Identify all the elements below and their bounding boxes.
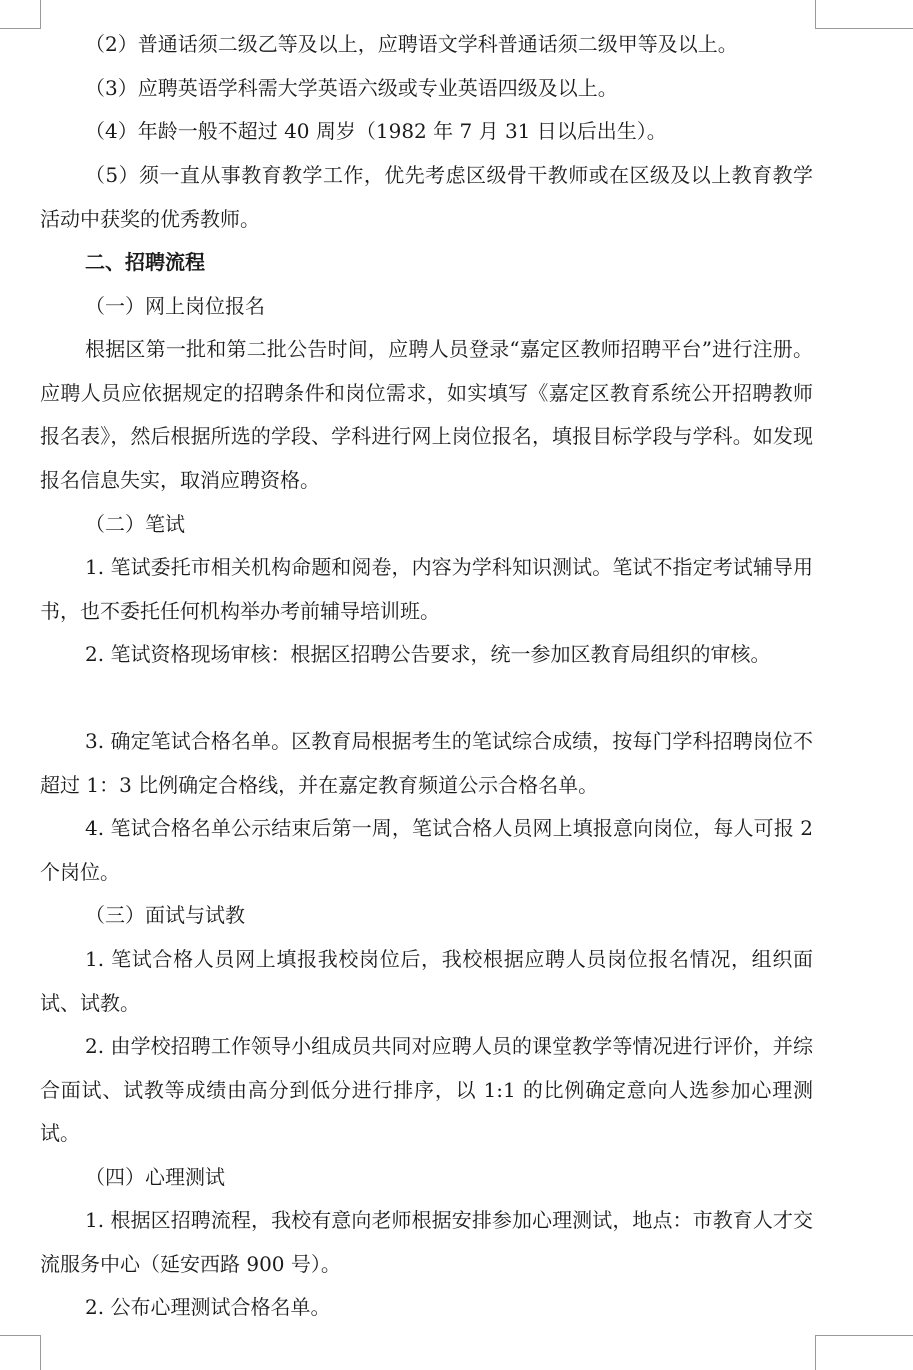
written-exam-item-2: 2. 笔试资格现场审核：根据区招聘公告要求，统一参加区教育局组织的审核。 — [85, 642, 771, 666]
written-exam-item-1: 1. 笔试委托市相关机构命题和阅卷，内容为学科知识测试。笔试不指定考试辅导用书，也不委托任何机构举办考前辅导培训班。 — [40, 555, 813, 623]
requirement-5: （5）须一直从事教育教学工作，优先考虑区级骨干教师或在区级及以上教育教学活动中获奖的优秀教师。 — [40, 163, 813, 231]
psych-test-item-2: 2. 公布心理测试合格名单。 — [85, 1295, 331, 1319]
subsection-written-exam: （二）笔试 — [85, 512, 185, 536]
requirement-2: （2）普通话须二级乙等及以上，应聘语文学科普通话须二级甲等及以上。 — [85, 32, 738, 56]
subsection-online-registration: （一）网上岗位报名 — [85, 294, 265, 318]
online-registration-body: 根据区第一批和第二批公告时间，应聘人员登录“嘉定区教师招聘平台”进行注册。应聘人员应依据规定的招聘条件和岗位需求，如实填写《嘉定区教育系统公开招聘教师报名表》，然后根据所选的学段、学科进行网上岗位报名，填报目标学段与学科。如发现报名信息失实，取消应聘资格。 — [40, 337, 813, 492]
page-corner-mark-top-right — [815, 0, 913, 29]
page-corner-mark-bottom-right — [815, 1335, 913, 1370]
interview-item-2: 2. 由学校招聘工作领导小组成员共同对应聘人员的课堂教学等情况进行评价，并综合面试、试教等成绩由高分到低分进行排序，以 1:1 的比例确定意向人选参加心理测试。 — [40, 1034, 813, 1145]
requirement-4: （4）年龄一般不超过 40 周岁（1982 年 7 月 31 日以后出生）。 — [85, 119, 667, 143]
interview-item-1: 1. 笔试合格人员网上填报我校岗位后，我校根据应聘人员岗位报名情况，组织面试、试教。 — [40, 947, 813, 1015]
subsection-interview-trial-teaching: （三）面试与试教 — [85, 903, 245, 927]
page-corner-mark-bottom-left — [0, 1335, 41, 1370]
written-exam-item-3: 3. 确定笔试合格名单。区教育局根据考生的笔试综合成绩，按每门学科招聘岗位不超过 1：3 比例确定合格线，并在嘉定教育频道公示合格名单。 — [40, 729, 813, 797]
page-corner-mark-top-left — [0, 0, 41, 29]
section-heading-recruitment-process: 二、招聘流程 — [85, 250, 205, 274]
requirement-3: （3）应聘英语学科需大学英语六级或专业英语四级及以上。 — [85, 76, 618, 100]
psych-test-item-1: 1. 根据区招聘流程，我校有意向老师根据安排参加心理测试，地点：市教育人才交流服务中心（延安西路 900 号）。 — [40, 1208, 813, 1276]
written-exam-item-4: 4. 笔试合格名单公示结束后第一周，笔试合格人员网上填报意向岗位，每人可报 2 个岗位。 — [40, 816, 813, 884]
subsection-psychological-test: （四）心理测试 — [85, 1165, 225, 1189]
